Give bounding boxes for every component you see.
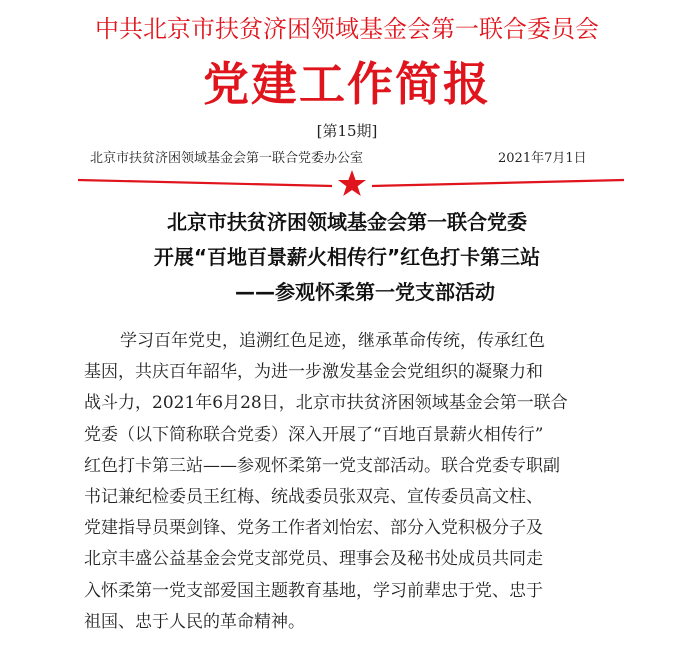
issuing-office: 北京市扶贫济困领域基金会第一联合党委办公室	[90, 151, 364, 166]
divider-line-left	[78, 180, 332, 186]
issue-date: 2021年7月1日	[498, 151, 587, 166]
body-line: 祖国、忠于人民的革命精神。	[84, 611, 305, 632]
red-star-icon	[338, 170, 366, 196]
bulletin-title: 党建工作简报	[203, 57, 491, 111]
headline-line-2: 开展“百地百景薪火相传行”红色打卡第三站	[153, 245, 541, 269]
article-body	[84, 326, 624, 638]
body-line: 入怀柔第一党支部爱国主题教育基地，学习前辈忠于党、忠于	[84, 580, 543, 601]
red-divider	[0, 166, 694, 202]
body-line: 党委（以下简称联合党委）深入开展了“百地百景薪火相传行”	[84, 424, 544, 445]
issue-number: [第15期]	[316, 122, 378, 140]
organization-title: 中共北京市扶贫济困领域基金会第一联合委员会	[95, 15, 599, 43]
body-line: 北京丰盛公益基金会党支部党员、理事会及秘书处成员共同走	[84, 549, 543, 570]
body-line: 红色打卡第三站——参观怀柔第一党支部活动。联合党委专职副	[84, 455, 560, 476]
headline-line-1: 北京市扶贫济困领域基金会第一联合党委	[167, 210, 527, 234]
body-line: 战斗力，2021年6月28日，北京市扶贫济困领域基金会第一联合	[84, 393, 568, 414]
body-line: 学习百年党史，追溯红色足迹，继承革命传统，传承红色	[120, 331, 545, 351]
body-line: 党建指导员栗剑锋、党务工作者刘怡宏、部分入党积极分子及	[84, 518, 543, 539]
body-line: 基因，共庆百年韶华，为进一步激发基金会党组织的凝聚力和	[84, 362, 543, 383]
divider-line-right	[372, 180, 624, 186]
body-line: 书记兼纪检委员王红梅、统战委员张双亮、宣传委员高文柱、	[84, 486, 543, 507]
headline-line-3: ——参观怀柔第一党支部活动	[235, 280, 495, 304]
